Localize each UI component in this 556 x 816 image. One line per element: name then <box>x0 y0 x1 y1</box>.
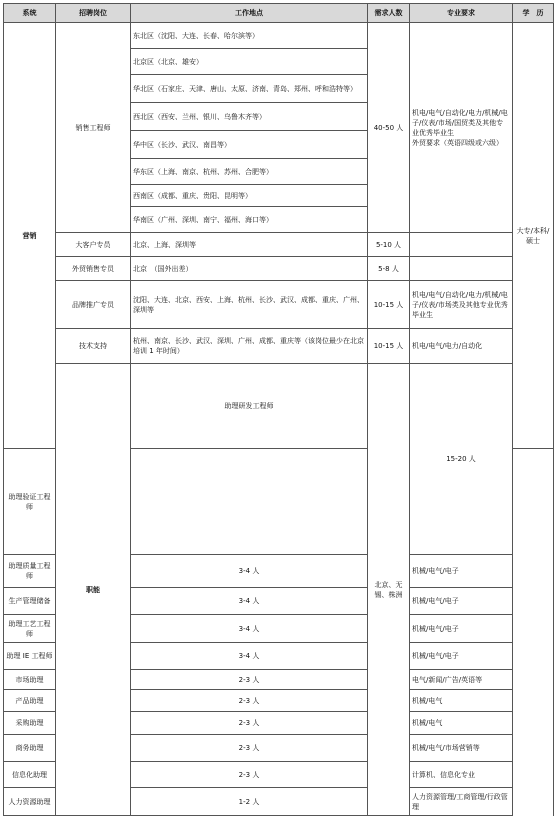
headcount-functional: 3-4 人 <box>131 555 368 588</box>
position-functional: 人力资源助理 <box>4 788 56 816</box>
major-functional: 人力资源管理/工商管理/行政管理 <box>410 788 513 816</box>
header-row <box>4 4 554 23</box>
major-tech-support: 机电/电气/电力/自动化 <box>410 329 513 364</box>
recruitment-table <box>3 3 554 816</box>
position-functional: 采购助理 <box>4 712 56 735</box>
major-functional: 机械/电气/电子 <box>410 555 513 588</box>
table-row <box>4 23 554 49</box>
header-system: 系统 <box>4 4 56 23</box>
location-functional: 北京、无锡、株洲 <box>368 364 410 816</box>
position-functional: 信息化助理 <box>4 762 56 788</box>
major-functional: 机械/电气 <box>410 712 513 735</box>
headcount-key-account: 5-10 人 <box>368 233 410 257</box>
header-position: 招聘岗位 <box>56 4 131 23</box>
location-brand-promotion: 沈阳、大连、北京、西安、上海、杭州、长沙、武汉、成都、重庆、广州、深圳等 <box>131 281 368 329</box>
position-functional: 生产管理储备 <box>4 588 56 615</box>
location-region: 华中区（长沙、武汉、南昌等） <box>131 131 368 159</box>
table-row <box>4 329 554 364</box>
major-functional: 电气/新闻/广告/英语等 <box>410 670 513 690</box>
major-functional: 机械/电气 <box>410 690 513 712</box>
position-sales-engineer: 销售工程师 <box>56 23 131 233</box>
headcount-functional: 2-3 人 <box>131 735 368 762</box>
headcount-functional: 1-2 人 <box>131 788 368 816</box>
headcount-functional: 3-4 人 <box>131 588 368 615</box>
header-location: 工作地点 <box>131 4 368 23</box>
position-functional: 市场助理 <box>4 670 56 690</box>
position-tech-support: 技术支持 <box>56 329 131 364</box>
table-row <box>4 257 554 281</box>
header-degree: 学 历 <box>513 4 554 23</box>
headcount-functional: 2-3 人 <box>131 762 368 788</box>
headcount-rd: 15-20 人 <box>410 364 513 555</box>
headcount-functional: 3-4 人 <box>131 615 368 643</box>
position-functional: 助理工艺工程师 <box>4 615 56 643</box>
location-region: 西北区（西安、兰州、银川、乌鲁木齐等） <box>131 103 368 131</box>
table-row <box>4 281 554 329</box>
headcount-functional: 2-3 人 <box>131 712 368 735</box>
headcount-foreign-trade: 5-8 人 <box>368 257 410 281</box>
position-functional: 助理 IE 工程师 <box>4 643 56 670</box>
system-functional: 职能 <box>56 364 131 816</box>
location-region: 东北区（沈阳、大连、长春、哈尔滨等） <box>131 23 368 49</box>
headcount-brand-promotion: 10-15 人 <box>368 281 410 329</box>
location-region: 北京区（北京、雄安） <box>131 49 368 75</box>
position-verify-assistant: 助理验证工程师 <box>4 449 56 555</box>
major-functional: 机械/电气/电子 <box>410 615 513 643</box>
table-row <box>4 364 554 449</box>
location-foreign-trade: 北京 （国外出差） <box>131 257 368 281</box>
major-functional: 机械/电气/电子 <box>410 643 513 670</box>
degree-marketing: 大专/本科/硕士 <box>513 23 554 449</box>
position-functional: 助理质量工程师 <box>4 555 56 588</box>
headcount-functional: 2-3 人 <box>131 670 368 690</box>
headcount-sales-engineer: 40-50 人 <box>368 23 410 233</box>
major-empty <box>410 257 513 281</box>
table-row <box>4 233 554 257</box>
header-major: 专业要求 <box>410 4 513 23</box>
position-rd-assistant: 助理研发工程师 <box>131 364 368 449</box>
location-key-account: 北京、上海、深圳等 <box>131 233 368 257</box>
position-foreign-trade: 外贸销售专员 <box>56 257 131 281</box>
header-headcount: 需求人数 <box>368 4 410 23</box>
position-brand-promotion: 品牌推广专员 <box>56 281 131 329</box>
major-empty <box>410 233 513 257</box>
major-sales-engineer: 机电/电气/自动化/电力/机械/电子/仪表/市场/国贸类及其他专业优秀毕业生 外贸要求（英语四级或六级） <box>410 23 513 233</box>
major-functional: 机械/电气/市场营销等 <box>410 735 513 762</box>
position-functional: 商务助理 <box>4 735 56 762</box>
location-region: 华东区（上海、南京、杭州、苏州、合肥等） <box>131 159 368 185</box>
headcount-functional: 3-4 人 <box>131 643 368 670</box>
system-marketing: 营销 <box>4 23 56 449</box>
headcount-tech-support: 10-15 人 <box>368 329 410 364</box>
major-functional: 机械/电气/电子 <box>410 588 513 615</box>
position-key-account: 大客户专员 <box>56 233 131 257</box>
location-region: 华北区（石家庄、天津、唐山、太原、济南、青岛、郑州、呼和浩特等） <box>131 75 368 103</box>
location-region: 西南区（成都、重庆、贵阳、昆明等） <box>131 185 368 207</box>
major-functional: 计算机、信息化专业 <box>410 762 513 788</box>
location-region: 华南区（广州、深圳、南宁、福州、海口等） <box>131 207 368 233</box>
position-functional: 产品助理 <box>4 690 56 712</box>
location-tech-support: 杭州、南京、长沙、武汉、深圳、广州、成都、重庆等（该岗位最少在北京培训 1 年时间） <box>131 329 368 364</box>
headcount-functional: 2-3 人 <box>131 690 368 712</box>
major-brand-promotion: 机电/电气/自动化/电力/机械/电子/仪表/市场类及其他专业优秀毕业生 <box>410 281 513 329</box>
